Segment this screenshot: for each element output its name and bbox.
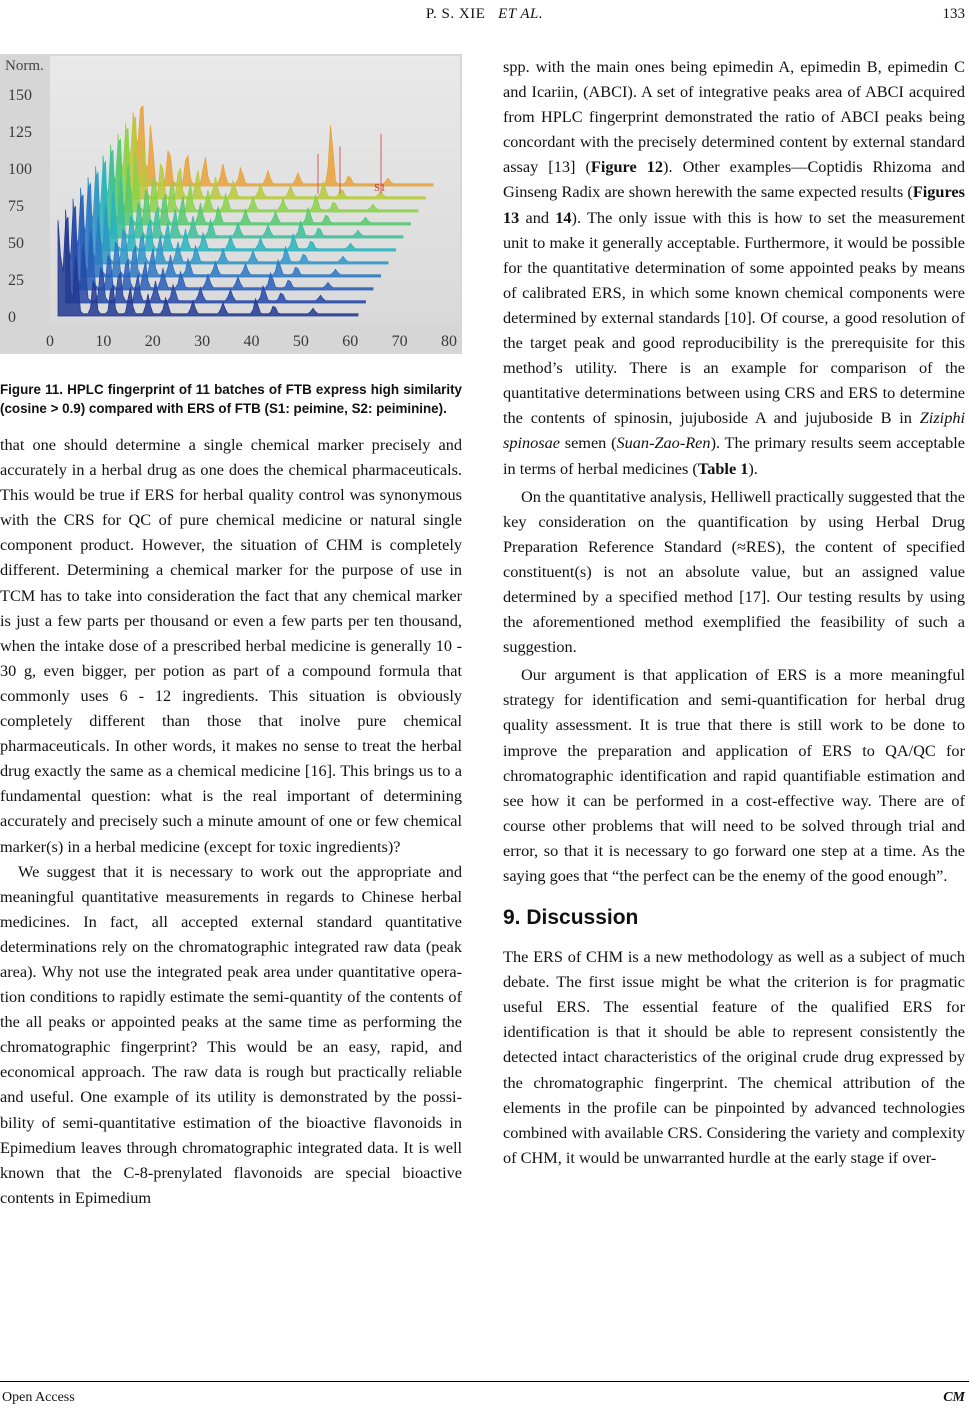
- y-tick-label: 150: [8, 87, 32, 104]
- section-heading: 9. Discussion: [503, 906, 639, 930]
- text-run: ).: [748, 458, 758, 478]
- y-tick-label: 0: [8, 309, 16, 326]
- paragraph: that one should determine a single chemical marker precisely and accurately in a herbal drug as one does the chemical pharmaceuticals. This would be true if ERS for herbal quality control was synonymous with the CRS for QC of pure chemical medicine or natural single component product. However, the situation of CHM is completely different. Determining a chemical marker for the purpose of use in TCM has to take into consideration the fact that any chemical marker is just a few parts per thousand or even a few parts per ten thousand, when the intake dose of a prescribed herbal medicine is generally 10 - 30 g, even bigger, per potion as part of a compound formula that commonly uses 6 - 12 ingredients. This situation is obviously completely different than those that inolve pure chemical pharmaceuticals. In other words, it makes no sense to treat the herbal drug exactly the same as a chemical medicine [16]. This brings us to a fundamental question: what is the real important of determining accurately and precisely such a minute amount of one or few chemical marker(s) in a herbal medicine (except for toxic ingredients)?: [0, 435, 462, 856]
- text-run: semen (: [559, 433, 617, 453]
- y-tick-label: 100: [8, 161, 32, 178]
- hplc-chromatogram: [0, 54, 462, 354]
- text-run: spp. with the main ones being epimedin A, epimedin B, epimedin C and Icariin, (ABCI). A set of integrative peaks area of ABCI acquired from HPLC fingerprint demonstrated the ratio of ABCI peaks being concordant with the precisely determined content by external standard assay [13] (: [503, 57, 965, 177]
- x-tick-label: 10: [95, 333, 112, 350]
- x-tick-label: 80: [441, 333, 457, 350]
- x-tick-label: 20: [144, 333, 161, 350]
- footer-open-access: Open Access: [2, 1390, 75, 1405]
- text-run: ). Other examples—Coptidis Rhizoma and Ginseng Radix are shown herewith the same expected results (: [503, 157, 965, 202]
- x-axis: [46, 333, 457, 350]
- norm-label: Norm.: [5, 58, 44, 74]
- figure-ref[interactable]: Figure 12: [590, 157, 664, 177]
- x-tick-label: 30: [194, 333, 211, 350]
- page-number: 133: [942, 6, 965, 22]
- table-ref[interactable]: Table 1: [697, 458, 749, 478]
- left-column: [0, 54, 462, 1210]
- x-tick-label: 0: [46, 333, 54, 350]
- x-tick-label: 50: [292, 333, 309, 350]
- paragraph: [0, 859, 462, 1210]
- author-etal: ET AL.: [498, 6, 544, 22]
- peak-label-s1: S1: [374, 182, 386, 194]
- species-name: Ziziphi spinosae: [503, 408, 965, 453]
- text-run: ). The only issue with this is how to set the measurement unit to make it generally acceptable. Furthermore, it would be possible for the quantitative determination of some appointed peaks by means of calibrated ERS, in which some known chemical components were determined by external standards [10]. Of course, a good resolution of the target peak and good reproducibility is the prerequisite for this method’s utility. There is an example for comparison of the quantitative determinations between using CRS and ERS to determine the contents of spinosin, jujuboside A and jujuboside B in: [503, 207, 965, 428]
- paragraph-text: We suggest that it is necessary to work out the appropriate and meaningful quantitative measurements in regards to Chinese herbal medicines. In fact, all accepted external standard quantitative determinations rely on the chromatographic integrated raw data (peak area). Why not use the integrated peak area under quantitative operation conditions to rapidly estimate the semi-quantity of the contents of the all peaks or appointed peaks at the same time as performing the chromatographic fingerprint? This would be an easy, rapid, and economical approach. The raw data is rough but practically reliable and useful. One example of its utility is demonstrated by the possibility of semi-quantitative estimation of the bioactive flavonoids in Epimedium leaves through chromatographic integrated data. It is well known that the C-8-prenylated flavonoids are special bioactive contents in Epimedium: [0, 861, 462, 1207]
- paragraph: The ERS of CHM is a new methodology as well as a subject of much debate. The first issue might be what the criterion is for pragmatic useful ERS. The essential feature of the qualified ERS for identification is that it should be able to represent consistently the detected intact characteristics of the original crude drug expressed by the chromatographic fingerprint. The chemical attribution of the elements in the profile can be pinpointed by advanced technologies combined with available CRS. Considering the variety and complexity of CHM, it would be unwarranted hurdle at the early stage if over-: [503, 947, 965, 1167]
- figure-ref[interactable]: 14: [555, 207, 572, 227]
- herb-name: Suan-Zao-Ren: [616, 433, 711, 453]
- paragraph: On the quantitative analysis, Helliwell practically suggested that the key consideration on the quantification by using Herbal Drug Preparation Reference Standard (≈RES), the content of specified constituent(s) is not an absolute value, but an assigned value determined by a specified method [17]. Our testing results by using the aforementioned method exemplified the feasibility of such a suggestion.: [503, 486, 965, 657]
- author-name: P. S. XIE: [425, 6, 486, 22]
- footer-journal: CM: [943, 1390, 965, 1405]
- figure-caption: Figure 11. HPLC fingerprint of 11 batches of FTB express high similarity (cosine > 0.9) compared with ERS of FTB (S1: peimine, S2: peiminine).: [0, 382, 462, 416]
- y-tick-label: 75: [8, 198, 24, 215]
- text-run: ). The primary results seem acceptable in terms of herbal medicines (: [503, 433, 965, 478]
- paragraph: [503, 54, 965, 481]
- figure-11: [0, 54, 462, 354]
- paragraph: Our argument is that application of ERS is a more meaningful strategy for identification and semi-quantification for herbal drug quality assessment. It is true that there is still work to be done to improve the preparation and application of ERS to QA/QC for chromatographic identification and rapid quantifiable estimation and see how it can be performed in a cost-effective way. There are of course other problems that will need to be solved through trial and error, so that it is necessary to go forward one step at a time. As the saying goes that “the perfect can be the enemy of the good enough”.: [503, 665, 965, 885]
- x-tick-label: 40: [243, 333, 260, 350]
- text-run: and: [519, 207, 556, 227]
- y-tick-label: 125: [8, 124, 32, 141]
- y-tick-label: 50: [8, 235, 24, 252]
- x-tick-label: 70: [391, 333, 408, 350]
- running-head: [0, 6, 969, 30]
- y-tick-label: 25: [8, 272, 24, 289]
- figure-ref[interactable]: Figures 13: [503, 182, 965, 227]
- right-column: [503, 54, 965, 1170]
- page-footer: [0, 1381, 969, 1414]
- x-tick-label: 60: [342, 333, 359, 350]
- running-head-authors: [0, 6, 969, 23]
